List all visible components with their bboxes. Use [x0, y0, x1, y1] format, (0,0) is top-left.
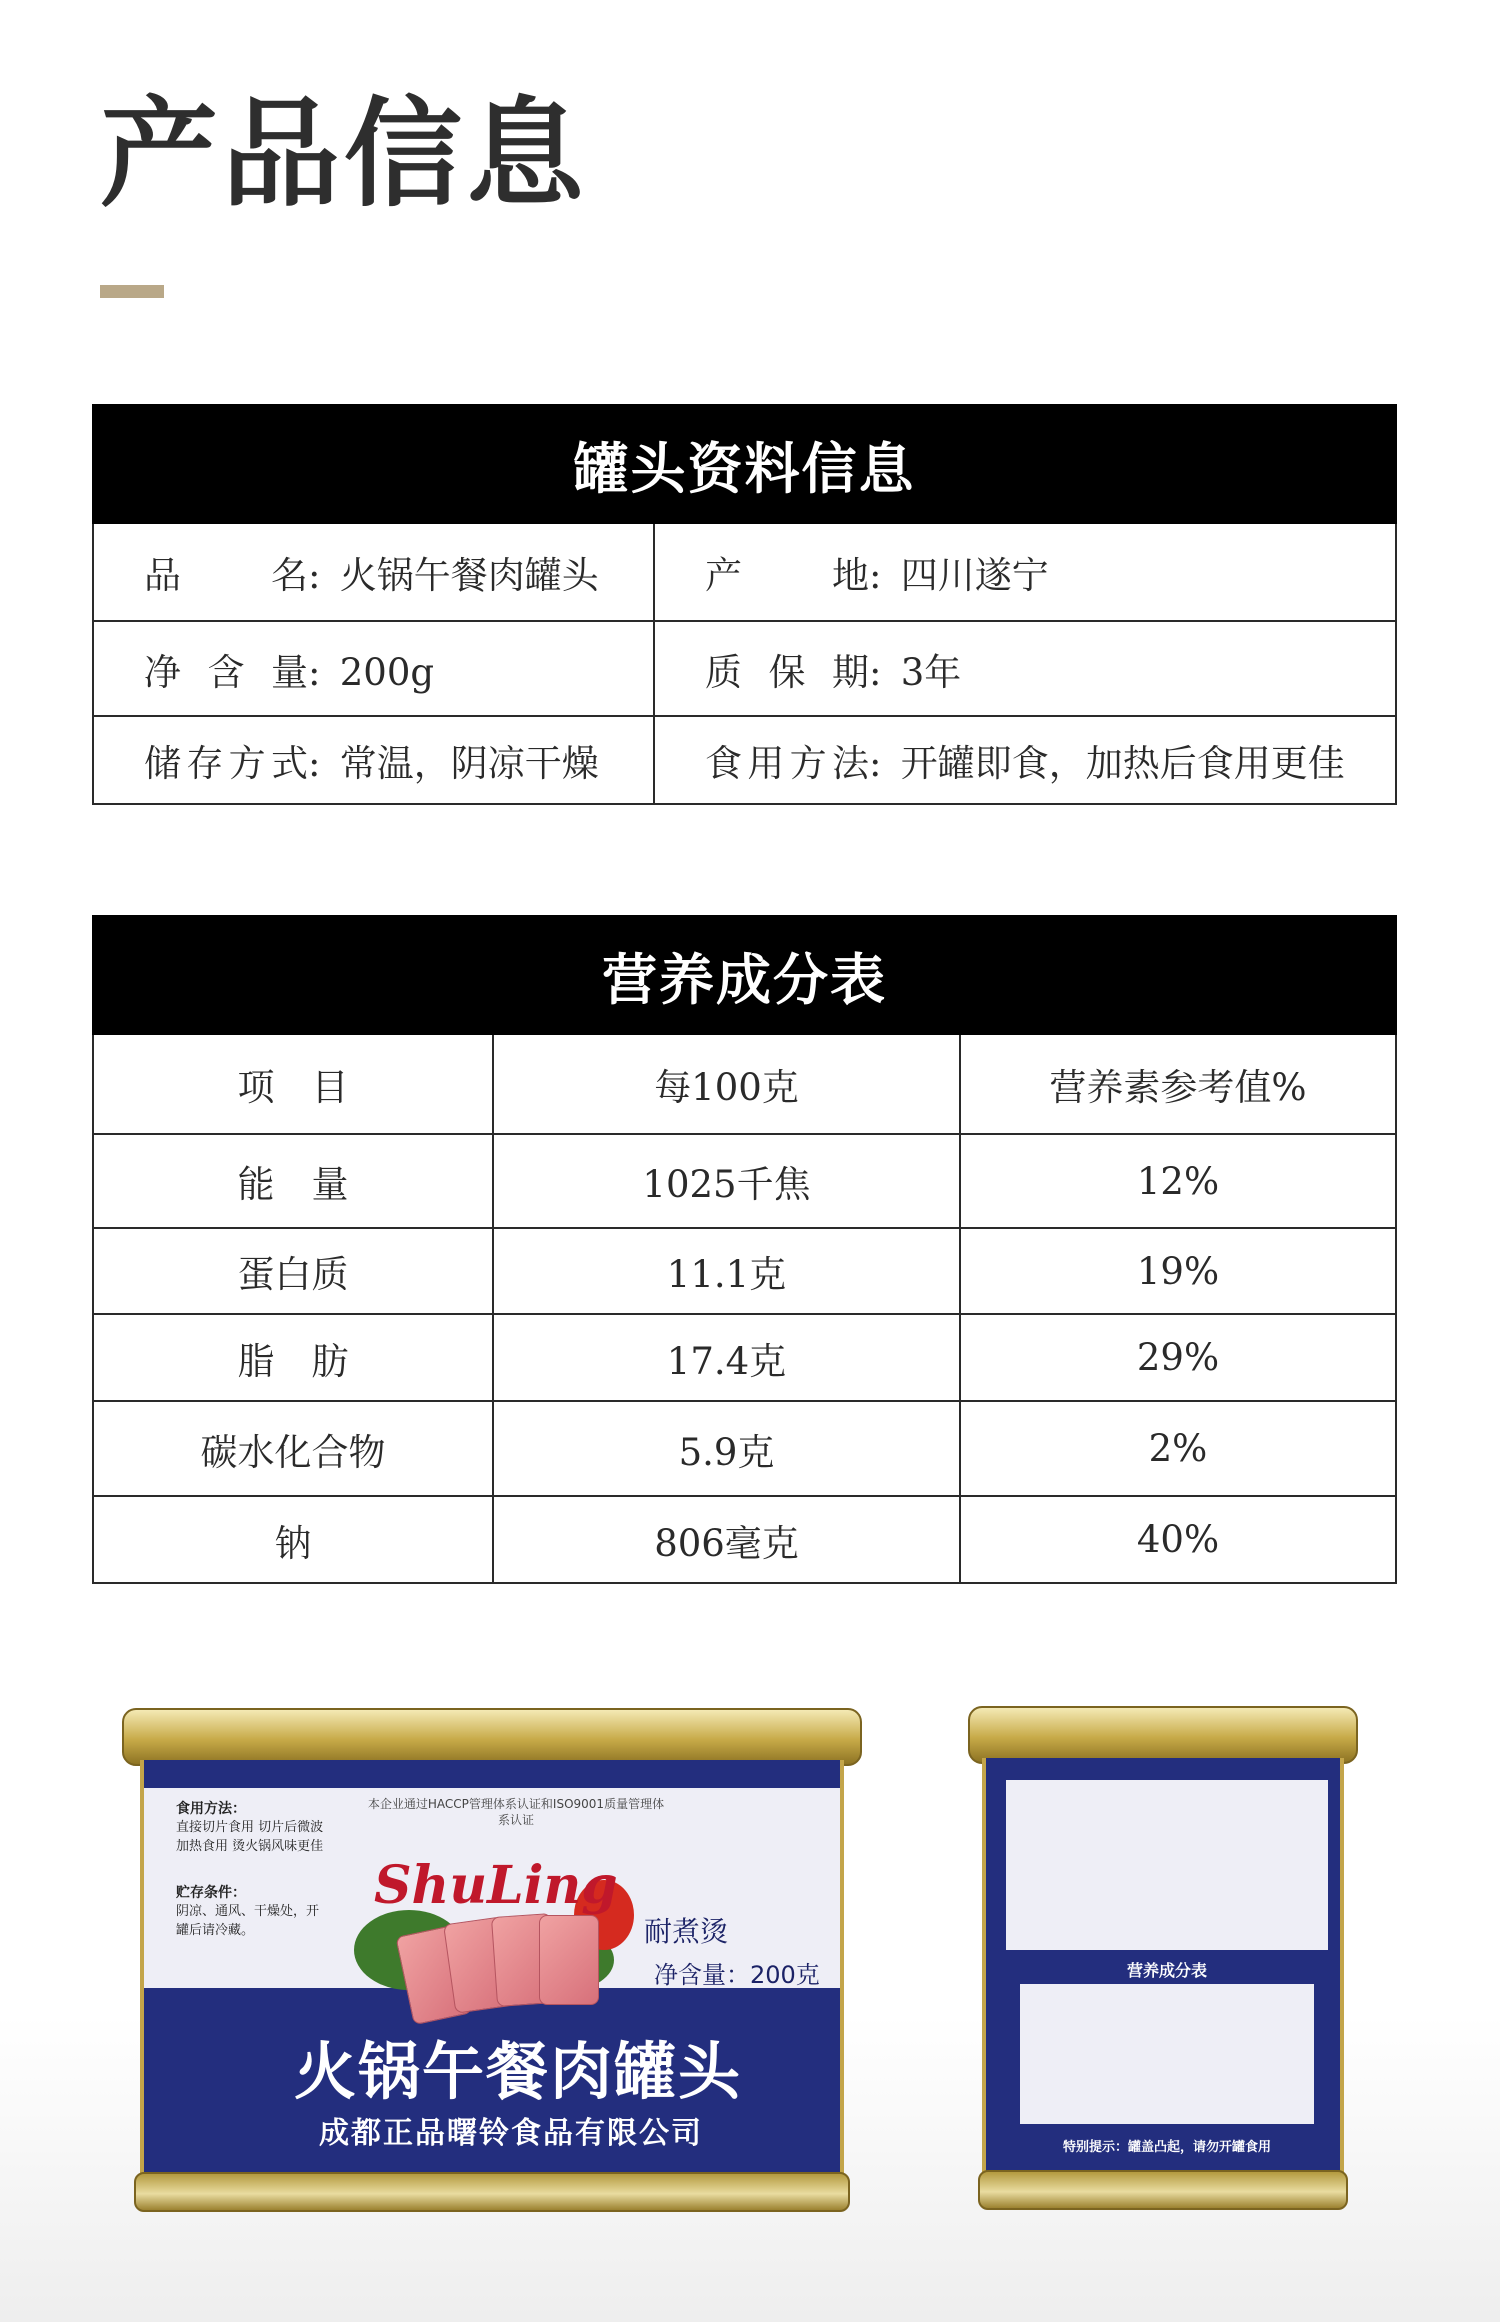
storage-text: 阴凉、通风、干燥处，开罐后请冷藏。	[176, 1904, 320, 1938]
nutrient-amount: 1025千焦	[493, 1134, 960, 1228]
table-row	[93, 1401, 1396, 1496]
nutrition-table	[92, 915, 1397, 1584]
can-body	[982, 1758, 1344, 2176]
nutrient-name: 蛋白质	[93, 1228, 493, 1314]
nutrient-name: 脂 肪	[93, 1314, 493, 1401]
table-row	[93, 716, 1396, 804]
info-cell: 净含量: 200g	[93, 621, 654, 716]
info-value: 四川遂宁	[900, 554, 1049, 597]
title-accent-bar	[100, 285, 164, 298]
can-bottom-rim	[978, 2170, 1348, 2210]
table-row	[93, 1314, 1396, 1401]
label-panel	[1006, 1780, 1328, 1950]
info-cell: 食用方法: 开罐即食，加热后食用更佳	[654, 716, 1396, 804]
table-row	[93, 523, 1396, 621]
can-lid	[968, 1706, 1358, 1764]
nutrient-name: 能 量	[93, 1134, 493, 1228]
info-label: 产 地	[705, 554, 869, 597]
feature-text: 耐煮烫	[644, 1915, 729, 1948]
info-label: 净含量	[144, 650, 308, 694]
info-value: 200g	[339, 650, 435, 694]
can-info-table	[92, 404, 1397, 805]
can-lid	[122, 1708, 862, 1766]
info-label: 质保期	[705, 650, 869, 694]
nutrient-name: 碳水化合物	[93, 1401, 493, 1496]
nutrient-name: 钠	[93, 1496, 493, 1583]
nutrient-amount: 17.4克	[493, 1314, 960, 1401]
product-name-text: 火锅午餐肉罐头	[294, 2035, 743, 2108]
info-label: 储存方式	[144, 742, 308, 785]
nutrition-heading: 营养成分表	[93, 916, 1396, 1034]
info-label: 食用方法	[705, 742, 869, 785]
luncheon-meat-slice	[539, 1915, 599, 2005]
company-name-text: 成都正品曙铃食品有限公司	[319, 2116, 703, 2151]
info-value: 3年	[900, 650, 962, 694]
can-bottom-rim	[134, 2172, 850, 2212]
table-header-row	[93, 1034, 1396, 1134]
info-cell: 产 地: 四川遂宁	[654, 523, 1396, 621]
certification-text: 本企业通过HACCP管理体系认证和ISO9001质量管理体系认证	[367, 1797, 665, 1827]
nutrient-nrv: 2%	[960, 1401, 1396, 1496]
usage-title: 食用方法：	[176, 1801, 246, 1817]
net-weight-text: 净含量：200克	[654, 1961, 820, 1989]
nutrient-nrv: 29%	[960, 1314, 1396, 1401]
info-label: 品 名	[144, 554, 308, 597]
info-cell: 储存方式: 常温，阴凉干燥	[93, 716, 654, 804]
info-value: 开罐即食，加热后食用更佳	[900, 742, 1345, 785]
info-cell: 品 名: 火锅午餐肉罐头	[93, 523, 654, 621]
nutrient-amount: 806毫克	[493, 1496, 960, 1583]
front-can-image	[122, 1708, 862, 2230]
nutrient-amount: 5.9克	[493, 1401, 960, 1496]
nutrition-panel-title: 营养成分表	[1126, 1961, 1207, 1980]
info-value: 火锅午餐肉罐头	[339, 554, 599, 597]
product-photo	[0, 1640, 1500, 2322]
column-header: 每100克	[493, 1034, 960, 1134]
table-row	[93, 621, 1396, 716]
info-cell: 质保期: 3年	[654, 621, 1396, 716]
nutrient-nrv: 12%	[960, 1134, 1396, 1228]
warning-note: 特别提示：罐盖凸起，请勿开罐食用	[1062, 2140, 1271, 2155]
page-title: 产品信息	[100, 84, 589, 223]
nutrition-panel	[1020, 1984, 1314, 2124]
side-can-image	[968, 1706, 1358, 2226]
column-header: 项 目	[93, 1034, 493, 1134]
nutrient-amount: 11.1克	[493, 1228, 960, 1314]
table-row	[93, 1228, 1396, 1314]
can-body	[140, 1760, 844, 2178]
storage-title: 贮存条件：	[176, 1885, 246, 1901]
can-info-heading: 罐头资料信息	[93, 405, 1396, 523]
brand-logo: ShuLing	[374, 1855, 618, 1916]
nutrient-nrv: 19%	[960, 1228, 1396, 1314]
table-row	[93, 1134, 1396, 1228]
nutrient-nrv: 40%	[960, 1496, 1396, 1583]
usage-text: 直接切片食用 切片后微波加热食用 烫火锅风味更佳	[176, 1820, 324, 1854]
info-value: 常温，阴凉干燥	[339, 742, 599, 785]
table-row	[93, 1496, 1396, 1583]
column-header: 营养素参考值%	[960, 1034, 1396, 1134]
